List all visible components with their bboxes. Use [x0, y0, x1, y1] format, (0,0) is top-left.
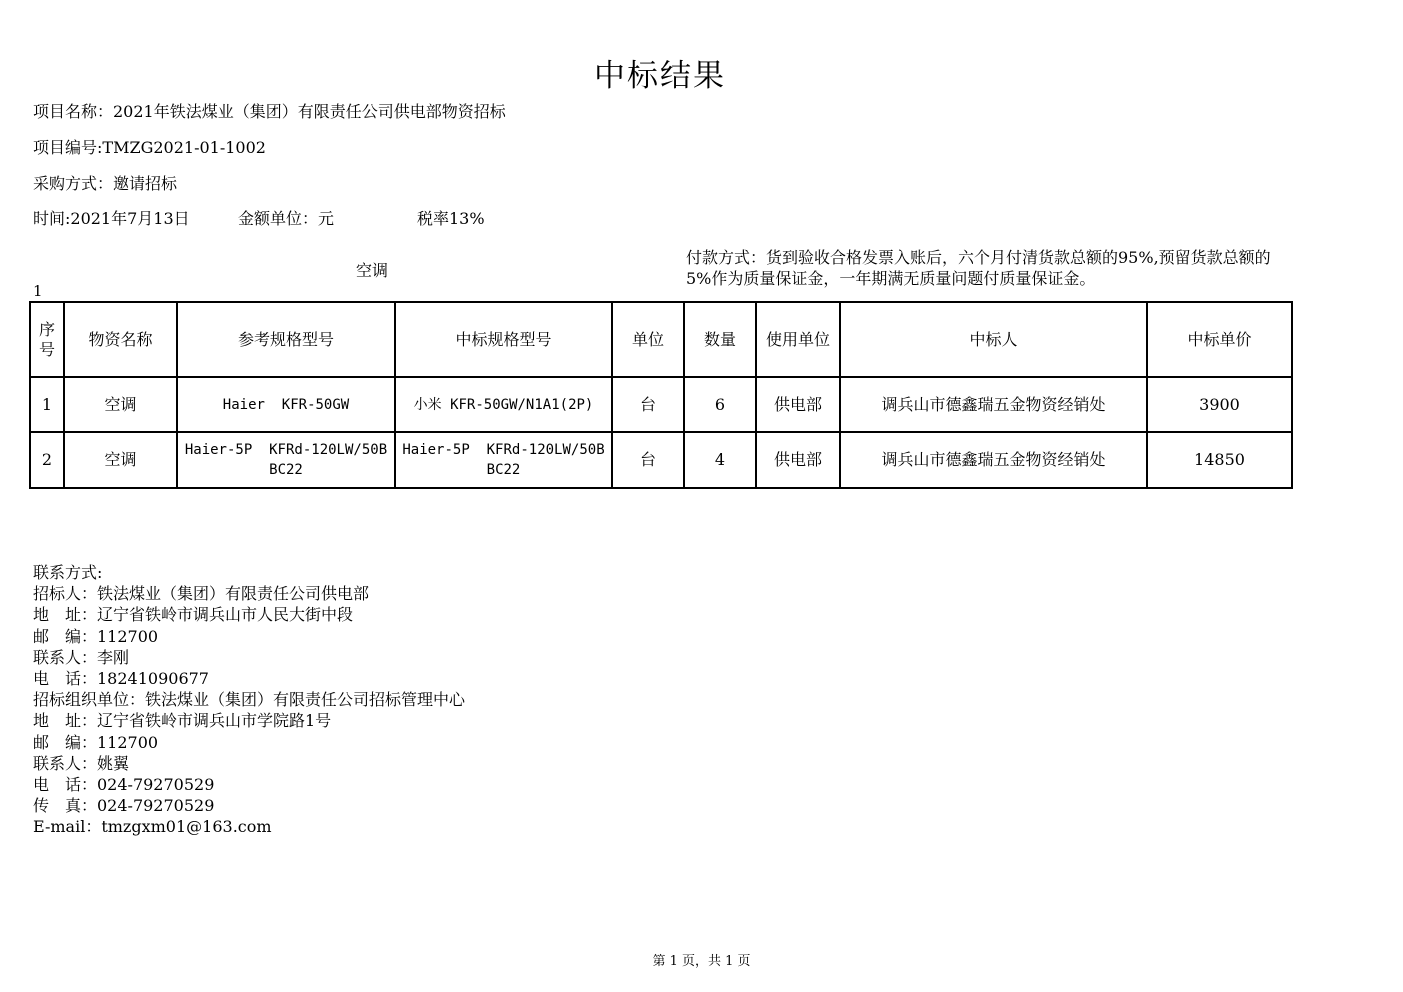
- agency-email: E-mail：tmzgxm01@163.com: [33, 817, 272, 837]
- contact-block: [33, 562, 833, 838]
- header-cell: 序号: [30, 302, 64, 377]
- payment-terms: 付款方式：货到验收合格发票入账后，六个月付清货款总额的95%,预留货款总额的5%作为质量保证金，一年期满无质量问题付质量保证金。: [686, 248, 1271, 288]
- section-title: 空调: [356, 261, 389, 280]
- tenderer-postcode: 邮 编：112700: [33, 626, 159, 646]
- contact-heading: 联系方式:: [33, 563, 103, 582]
- cell-ref-spec: Haier-5P KFRd-120LW/50BBC22: [177, 432, 395, 488]
- cell-quantity: 4: [684, 432, 756, 488]
- project-number: 项目编号:TMZG2021-01-1002: [33, 138, 266, 157]
- cell-department: 供电部: [756, 377, 840, 432]
- cell-winner: 调兵山市德鑫瑞五金物资经销处: [840, 432, 1147, 488]
- section-index: 1: [33, 282, 43, 300]
- agency-address: 地 址：辽宁省铁岭市调兵山市学院路1号: [33, 711, 332, 731]
- header-cell: 数量: [684, 302, 756, 377]
- cell-index: 1: [30, 377, 64, 432]
- currency-unit: 金额单位：元: [238, 209, 335, 228]
- header-cell: 物资名称: [64, 302, 177, 377]
- cell-item: 空调: [64, 432, 177, 488]
- cell-index: 2: [30, 432, 64, 488]
- header-cell: 使用单位: [756, 302, 840, 377]
- page-title: 中标结果: [594, 58, 726, 94]
- cell-unit: 台: [612, 432, 684, 488]
- project-name: 项目名称：2021年铁法煤业（集团）有限责任公司供电部物资招标: [33, 102, 506, 121]
- agency-postcode: 邮 编：112700: [33, 732, 159, 752]
- cell-price: 14850: [1147, 432, 1292, 488]
- page-footer: 第 1 页，共 1 页: [652, 954, 751, 969]
- header-cell: 中标单价: [1147, 302, 1292, 377]
- agency: 招标组织单位：铁法煤业（集团）有限责任公司招标管理中心: [33, 690, 466, 710]
- cell-price: 3900: [1147, 377, 1292, 432]
- cell-award-spec: 小米 KFR-50GW/N1A1(2P): [395, 377, 612, 432]
- cell-ref-spec: Haier KFR-50GW: [177, 377, 395, 432]
- table-row: [30, 432, 1292, 488]
- tax-rate: 税率13%: [417, 209, 485, 228]
- tenderer-address: 地 址：辽宁省铁岭市调兵山市人民大街中段: [33, 605, 354, 625]
- agency-phone: 电 话：024-79270529: [33, 775, 215, 795]
- date: 时间:2021年7月13日: [33, 209, 190, 228]
- cell-department: 供电部: [756, 432, 840, 488]
- agency-fax: 传 真：024-79270529: [33, 796, 215, 816]
- tenderer-phone: 电 话：18241090677: [33, 669, 209, 689]
- cell-quantity: 6: [684, 377, 756, 432]
- table-header: [30, 302, 1292, 377]
- cell-unit: 台: [612, 377, 684, 432]
- header-cell: 中标人: [840, 302, 1147, 377]
- table-row: [30, 377, 1292, 432]
- header-cell: 单位: [612, 302, 684, 377]
- agency-contact: 联系人：姚翼: [33, 753, 130, 773]
- cell-award-spec: Haier-5P KFRd-120LW/50BBC22: [395, 432, 612, 488]
- tenderer: 招标人：铁法煤业（集团）有限责任公司供电部: [33, 584, 370, 604]
- cell-winner: 调兵山市德鑫瑞五金物资经销处: [840, 377, 1147, 432]
- award-table: [29, 301, 1293, 489]
- tenderer-contact: 联系人：李刚: [33, 647, 130, 667]
- header-cell: 参考规格型号: [177, 302, 395, 377]
- procurement-method: 采购方式：邀请招标: [33, 174, 178, 193]
- cell-item: 空调: [64, 377, 177, 432]
- header-cell: 中标规格型号: [395, 302, 612, 377]
